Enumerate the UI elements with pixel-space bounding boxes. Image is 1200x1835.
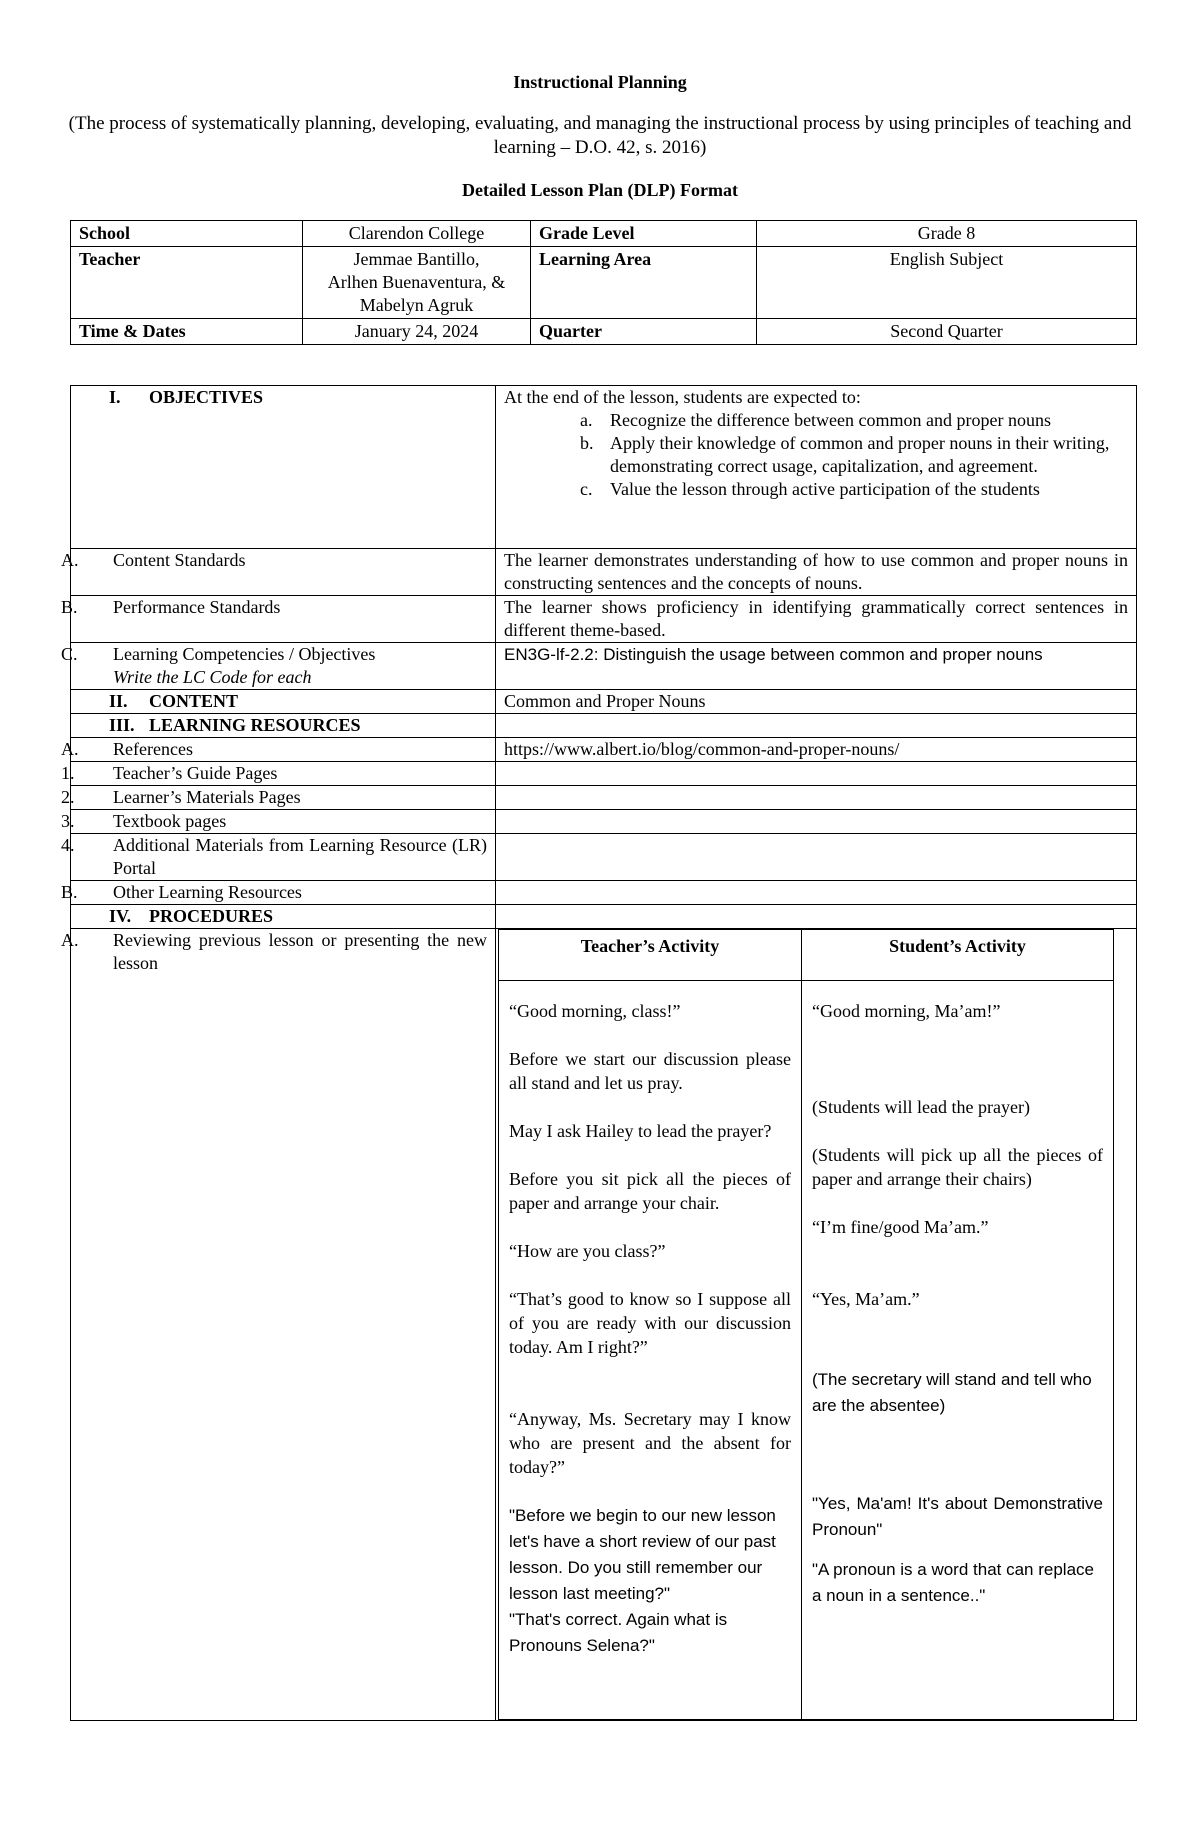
references-row: A. References https://www.albert.io/blog/common-and-proper-nouns/ bbox=[71, 738, 1137, 762]
teacher-name-2: Arlhen Buenaventura, & bbox=[327, 272, 506, 292]
other-resources-label: Other Learning Resources bbox=[113, 882, 302, 902]
lc-code-instruction: Write the LC Code for each bbox=[113, 667, 312, 687]
info-row-time bbox=[71, 319, 1137, 345]
learning-competencies-label: Learning Competencies / Objectives bbox=[113, 644, 376, 664]
other-resources-row: B. Other Learning Resources bbox=[71, 881, 1137, 905]
student-line: “Good morning, Ma’am!” bbox=[812, 1001, 1001, 1021]
content-standards-row: A. Content Standards The learner demonstrates understanding of how to use common and proper nouns in constructing sentences and the concepts of nouns. bbox=[71, 549, 1137, 596]
teacher-line: Before you sit pick all the pieces of paper and arrange your chair. bbox=[509, 1169, 791, 1213]
procedures-heading: PROCEDURES bbox=[149, 906, 274, 926]
student-line: (Students will lead the prayer) bbox=[812, 1097, 1030, 1117]
learners-materials-row: 2. Learner’s Materials Pages bbox=[71, 786, 1137, 810]
time-dates-value: January 24, 2024 bbox=[303, 319, 531, 345]
additional-materials-label: Additional Materials from Learning Resource (LR) Portal bbox=[113, 835, 487, 878]
activity-header-row bbox=[499, 930, 1114, 981]
school-label: School bbox=[71, 221, 303, 247]
learning-area-label: Learning Area bbox=[531, 247, 757, 319]
reference-link[interactable]: https://www.albert.io/blog/common-and-proper-nouns/ bbox=[496, 738, 1137, 762]
school-value: Clarendon College bbox=[303, 221, 531, 247]
reviewing-lesson-label: Reviewing previous lesson or presenting the new lesson bbox=[113, 930, 487, 973]
content-standards-text: The learner demonstrates understanding of how to use common and proper nouns in constructing sentences and the concepts of nouns. bbox=[496, 549, 1137, 596]
objectives-intro: At the end of the lesson, students are expected to: bbox=[504, 387, 861, 407]
objectives-list bbox=[504, 409, 1128, 501]
objective-item: b. Apply their knowledge of common and proper nouns in their writing, demonstrating correct usage, capitalization, and agreement. bbox=[580, 433, 1110, 476]
student-line: (Students will pick up all the pieces of paper and arrange their chairs) bbox=[812, 1145, 1103, 1189]
content-number: II. bbox=[109, 691, 128, 711]
teacher-line: “That’s good to know so I suppose all of you are ready with our discussion today. Am I right?” bbox=[509, 1289, 791, 1357]
learning-resources-row bbox=[71, 714, 1137, 738]
learning-competencies-row: C. Learning Competencies / Objectives Write the LC Code for each EN3G-lf-2.2: Distinguish the usage between common and proper nouns bbox=[71, 643, 1137, 690]
document-subtitle: (The process of systematically planning, developing, evaluating, and managing the instructional process by using principles of teaching and learning – D.O. 42, s. 2016) bbox=[68, 113, 1132, 158]
student-line: (The secretary will stand and tell who are the absentee) bbox=[812, 1370, 1092, 1415]
time-dates-label: Time & Dates bbox=[71, 319, 303, 345]
grade-level-value: Grade 8 bbox=[757, 221, 1137, 247]
teacher-line: “Anyway, Ms. Secretary may I know who are present and the absent for today?” bbox=[509, 1409, 791, 1477]
document-title: Instructional Planning bbox=[513, 72, 687, 92]
content-row bbox=[71, 690, 1137, 714]
learners-materials-label: Learner’s Materials Pages bbox=[113, 787, 301, 807]
reviewing-lesson-row: A. Reviewing previous lesson or presenting the new lesson Teacher’s Activity Student’s Activity “Good morning, class!” Before we start our discussion please all stand and let us pray. May I ask Hailey to lead the prayer? Before you sit pick all the pieces of paper and arrange your chair. “How are you class?” “That’s good to know so I suppose all of you are ready with our discussion today. Am I right?” “Anyway, Ms. Secretary may I know who are present and the absent for today?” "Before we begin to our new lesson let's have a short review of our past lesson. Do you still remember our lesson last meeting?" "That's correct. Again what is Pronouns Selena?" “Good morning, Ma’am!” (Students will lead the prayer) (Students will pick up all the pieces of paper and arrange their chairs) “I’m fine/good Ma’am.” “Yes, Ma’am.” (The secretary will stand and tell who are the absentee) "Yes, Ma'am! It's about Demonstrative Pronoun" "A pronoun is a word that can replace a noun in a sentence.." bbox=[71, 929, 1137, 1721]
info-row-school bbox=[71, 221, 1137, 247]
student-activity-column bbox=[802, 981, 1114, 1720]
grade-level-label: Grade Level bbox=[531, 221, 757, 247]
teacher-name-3: Mabelyn Agruk bbox=[359, 295, 474, 315]
quarter-value: Second Quarter bbox=[757, 319, 1137, 345]
lc-code: EN3G-lf-2.2: bbox=[504, 645, 599, 664]
textbook-pages-row: 3. Textbook pages bbox=[71, 810, 1137, 834]
teacher-line: “How are you class?” bbox=[509, 1241, 666, 1261]
content-standards-label: Content Standards bbox=[113, 550, 246, 570]
additional-materials-row: 4. Additional Materials from Learning Resource (LR) Portal bbox=[71, 834, 1137, 881]
teacher-line: "Before we begin to our new lesson let's have a short review of our past lesson. Do you still remember our lesson last meeting?" bbox=[509, 1506, 776, 1603]
content-heading: CONTENT bbox=[149, 691, 239, 711]
references-label: References bbox=[113, 739, 193, 759]
info-row-teacher bbox=[71, 247, 1137, 319]
teacher-activity-column bbox=[499, 981, 802, 1720]
performance-standards-row: B. Performance Standards The learner shows proficiency in identifying grammatically correct sentences in different theme-based. bbox=[71, 596, 1137, 643]
objectives-row bbox=[71, 386, 1137, 549]
content-value: Common and Proper Nouns bbox=[496, 690, 1137, 714]
teacher-label: Teacher bbox=[71, 247, 303, 319]
objective-item: a. Recognize the difference between common and proper nouns bbox=[580, 410, 1051, 430]
lesson-plan-table bbox=[61, 385, 1137, 1721]
student-activity-header: Student’s Activity bbox=[802, 930, 1114, 981]
quarter-label: Quarter bbox=[531, 319, 757, 345]
student-line: “I’m fine/good Ma’am.” bbox=[812, 1217, 989, 1237]
teachers-guide-row: 1. Teacher’s Guide Pages bbox=[71, 762, 1137, 786]
teacher-value bbox=[303, 247, 531, 319]
objectives-number: I. bbox=[109, 387, 121, 407]
teachers-guide-label: Teacher’s Guide Pages bbox=[113, 763, 278, 783]
teacher-line: "That's correct. Again what is Pronouns Selena?" bbox=[509, 1610, 728, 1655]
teacher-line: May I ask Hailey to lead the prayer? bbox=[509, 1121, 772, 1141]
student-line: "Yes, Ma'am! It's about Demonstrative Pronoun" bbox=[812, 1494, 1103, 1539]
teacher-line: “Good morning, class!” bbox=[509, 1001, 681, 1021]
resources-heading: LEARNING RESOURCES bbox=[149, 715, 361, 735]
dlp-format-title: Detailed Lesson Plan (DLP) Format bbox=[462, 180, 738, 200]
performance-standards-label: Performance Standards bbox=[113, 597, 281, 617]
teacher-name-1: Jemmae Bantillo, bbox=[353, 249, 480, 269]
lesson-info-table bbox=[70, 220, 1137, 345]
textbook-pages-label: Textbook pages bbox=[113, 811, 227, 831]
learning-competencies-text: EN3G-lf-2.2: Distinguish the usage between common and proper nouns bbox=[496, 643, 1137, 690]
learning-area-value: English Subject bbox=[757, 247, 1137, 319]
procedures-number: IV. bbox=[109, 906, 132, 926]
objective-item: c. Value the lesson through active participation of the students bbox=[580, 479, 1040, 499]
performance-standards-text: The learner shows proficiency in identifying grammatically correct sentences in different theme-based. bbox=[496, 596, 1137, 643]
objectives-heading: OBJECTIVES bbox=[149, 387, 264, 407]
teacher-line: Before we start our discussion please all stand and let us pray. bbox=[509, 1049, 791, 1093]
procedures-row bbox=[71, 905, 1137, 929]
student-line: “Yes, Ma’am.” bbox=[812, 1289, 920, 1309]
activity-body-row bbox=[499, 981, 1114, 1720]
objectives-content bbox=[496, 386, 1137, 549]
activity-table bbox=[498, 929, 1114, 1720]
student-line: "A pronoun is a word that can replace a noun in a sentence.." bbox=[812, 1560, 1094, 1605]
resources-number: III. bbox=[109, 715, 135, 735]
teacher-activity-header: Teacher’s Activity bbox=[499, 930, 802, 981]
